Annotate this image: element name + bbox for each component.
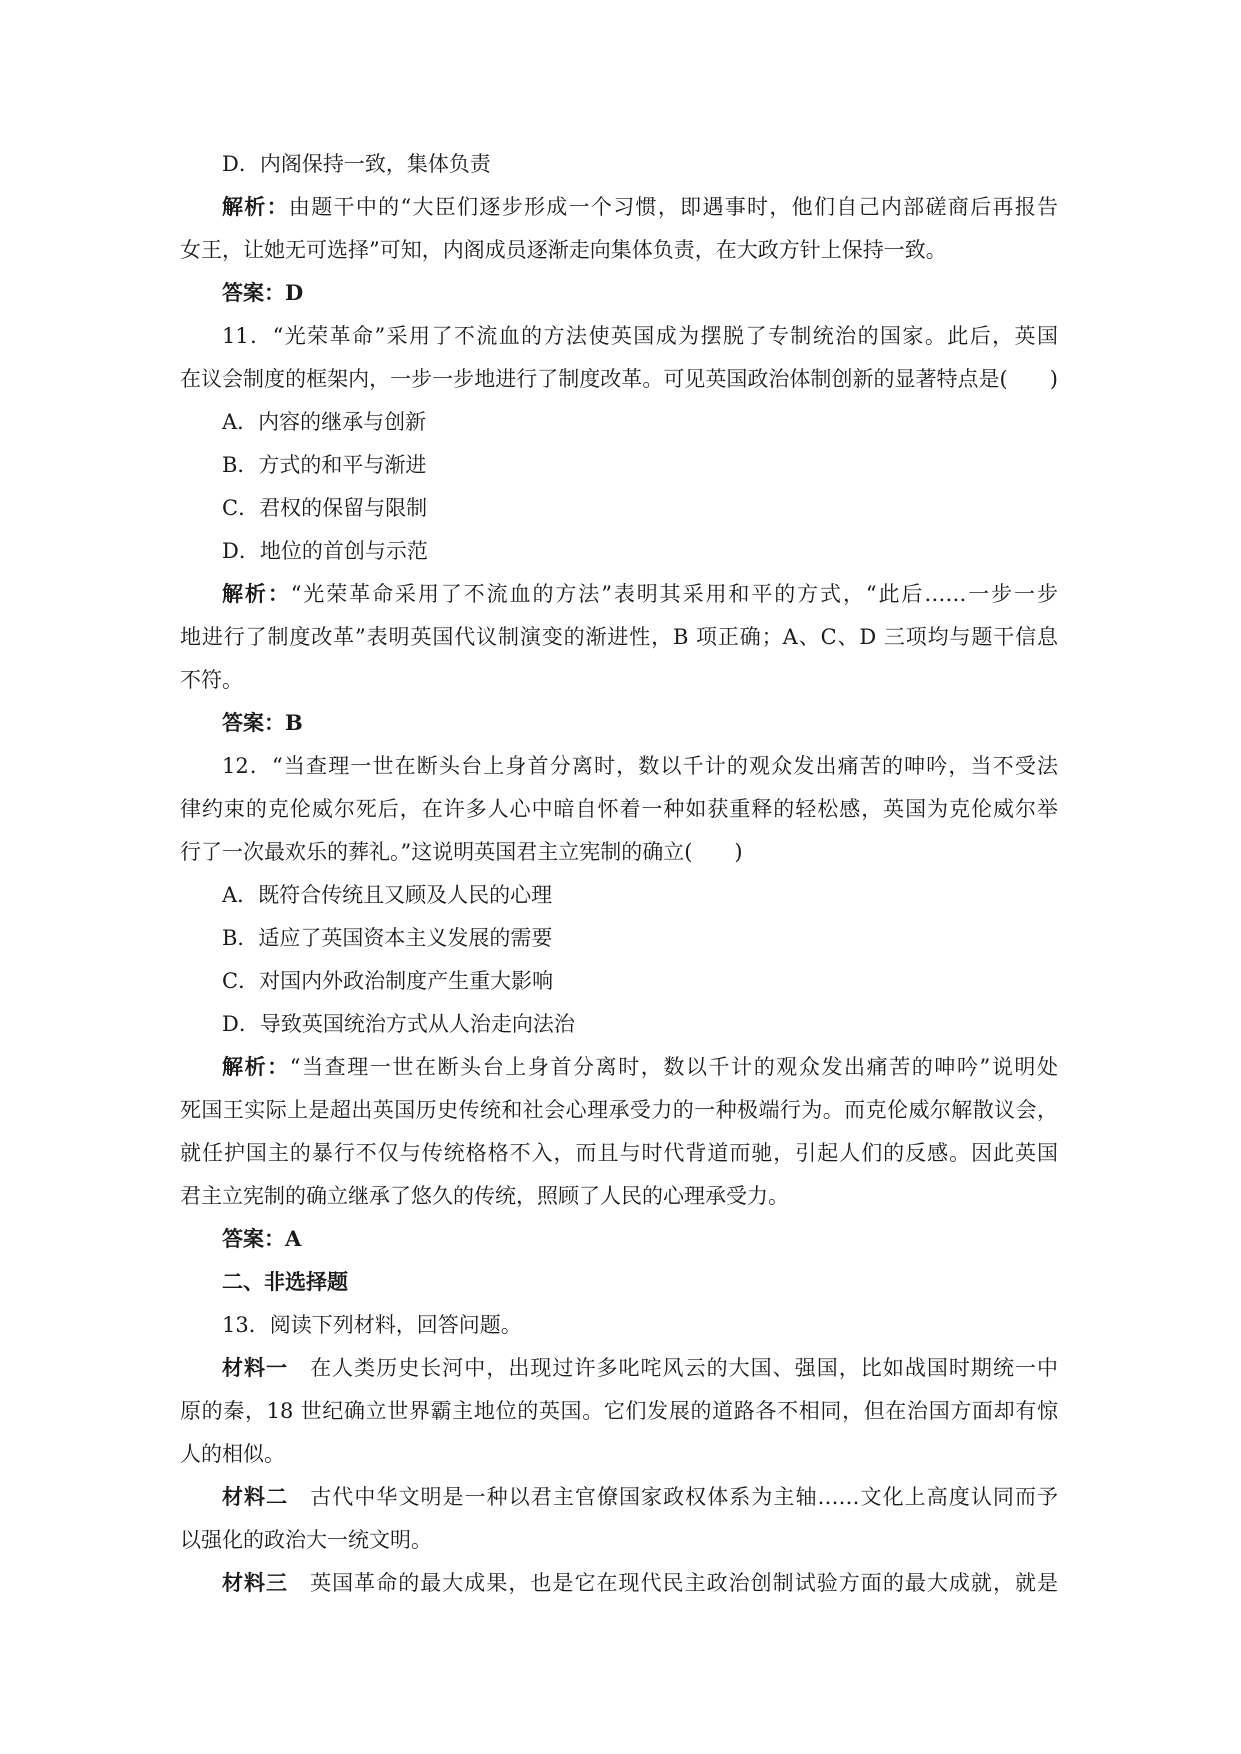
q12-analysis-line-3: 就任护国主的暴行不仅与传统格格不入，而且与时代背道而驰，引起人们的反感。因此英国: [180, 1141, 1058, 1165]
analysis-text: “光荣革命采用了不流血的方法”表明其采用和平的方式，“此后……一步一步: [290, 582, 1058, 606]
q10-option-d: D．内阁保持一致，集体负责: [222, 152, 491, 176]
q11-analysis-line-2: 地进行了制度改革”表明英国代议制演变的渐进性，B 项正确；A、C、D 三项均与题干信息: [180, 625, 1058, 649]
q13-material-2-line-1: [222, 1483, 1058, 1511]
q11-analysis-line-1: [222, 580, 1058, 608]
q11-answer: 答案：B: [222, 710, 303, 735]
analysis-label: 解析：: [222, 194, 289, 219]
q11-option-b: B．方式的和平与渐进: [222, 453, 427, 477]
q12-option-a: A．既符合传统且又顾及人民的心理: [222, 883, 553, 907]
q13-material-1-line-2: 原的秦，18 世纪确立世界霸主地位的英国。它们发展的道路各不相同，但在治国方面却有惊: [180, 1399, 1058, 1423]
q13-material-3-line-1: [222, 1569, 1058, 1597]
section-2-title: 二、非选择题: [222, 1269, 348, 1294]
q11-stem-line-2: 在议会制度的框架内，一步一步地进行了制度改革。可见英国政治体制创新的显著特点是( ): [180, 367, 1058, 391]
q12-option-c: C．对国内外政治制度产生重大影响: [222, 969, 554, 993]
q13-material-1-line-3: 人的相似。: [180, 1442, 285, 1466]
q11-option-a: A．内容的继承与创新: [222, 410, 427, 434]
q12-option-d: D．导致英国统治方式从人治走向法治: [222, 1012, 575, 1036]
q12-stem-line-1: 12．“当查理一世在断头台上身首分离时，数以千计的观众发出痛苦的呻吟，当不受法: [222, 754, 1058, 778]
q11-analysis-line-3: 不符。: [180, 668, 243, 692]
material-label: 材料一: [222, 1355, 289, 1380]
q11-option-c: C．君权的保留与限制: [222, 496, 428, 520]
q12-analysis-line-1: [222, 1053, 1058, 1081]
q11-stem-line-1: 11．“光荣革命”采用了不流血的方法使英国成为摆脱了专制统治的国家。此后，英国: [222, 324, 1058, 348]
material-label: 材料三: [222, 1570, 289, 1595]
q12-stem-line-2: 律约束的克伦威尔死后，在许多人心中暗自怀着一种如获重释的轻松感，英国为克伦威尔举: [180, 797, 1058, 821]
analysis-text: 由题干中的“大臣们逐步形成一个习惯，即遇事时，他们自己内部磋商后再报告: [288, 195, 1058, 219]
analysis-text: “当查理一世在断头台上身首分离时，数以千计的观众发出痛苦的呻吟”说明处: [289, 1055, 1058, 1079]
q13-material-1-line-1: [222, 1354, 1058, 1382]
q12-stem-line-3: 行了一次最欢乐的葬礼。”这说明英国君主立宪制的确立( ): [180, 840, 743, 864]
q12-answer: 答案：A: [222, 1226, 302, 1251]
material-label: 材料二: [222, 1484, 289, 1509]
analysis-label: 解析：: [222, 581, 291, 606]
q10-analysis-line-1: [222, 193, 1058, 221]
q10-analysis-line-2: 女王，让她无可选择”可知，内阁成员逐渐走向集体负责，在大政方针上保持一致。: [180, 238, 947, 262]
material-text: 英国革命的最大成果，也是它在现代民主政治创制试验方面的最大成就，就是: [288, 1571, 1058, 1595]
material-text: 在人类历史长河中，出现过许多叱咤风云的大国、强国，比如战国时期统一中: [288, 1356, 1058, 1380]
material-text: 古代中华文明是一种以君主官僚国家政权体系为主轴……文化上高度认同而予: [288, 1485, 1058, 1509]
q12-analysis-line-4: 君主立宪制的确立继承了悠久的传统，照顾了人民的心理承受力。: [180, 1184, 789, 1208]
q12-analysis-line-2: 死国王实际上是超出英国历史传统和社会心理承受力的一种极端行为。而克伦威尔解散议会，: [180, 1098, 1058, 1122]
q13-stem: 13．阅读下列材料，回答问题。: [222, 1313, 522, 1337]
q12-option-b: B．适应了英国资本主义发展的需要: [222, 926, 553, 950]
q11-option-d: D．地位的首创与示范: [222, 539, 428, 563]
q10-answer: 答案：D: [222, 280, 304, 305]
q13-material-2-line-2: 以强化的政治大一统文明。: [180, 1528, 432, 1552]
analysis-label: 解析：: [222, 1054, 290, 1079]
